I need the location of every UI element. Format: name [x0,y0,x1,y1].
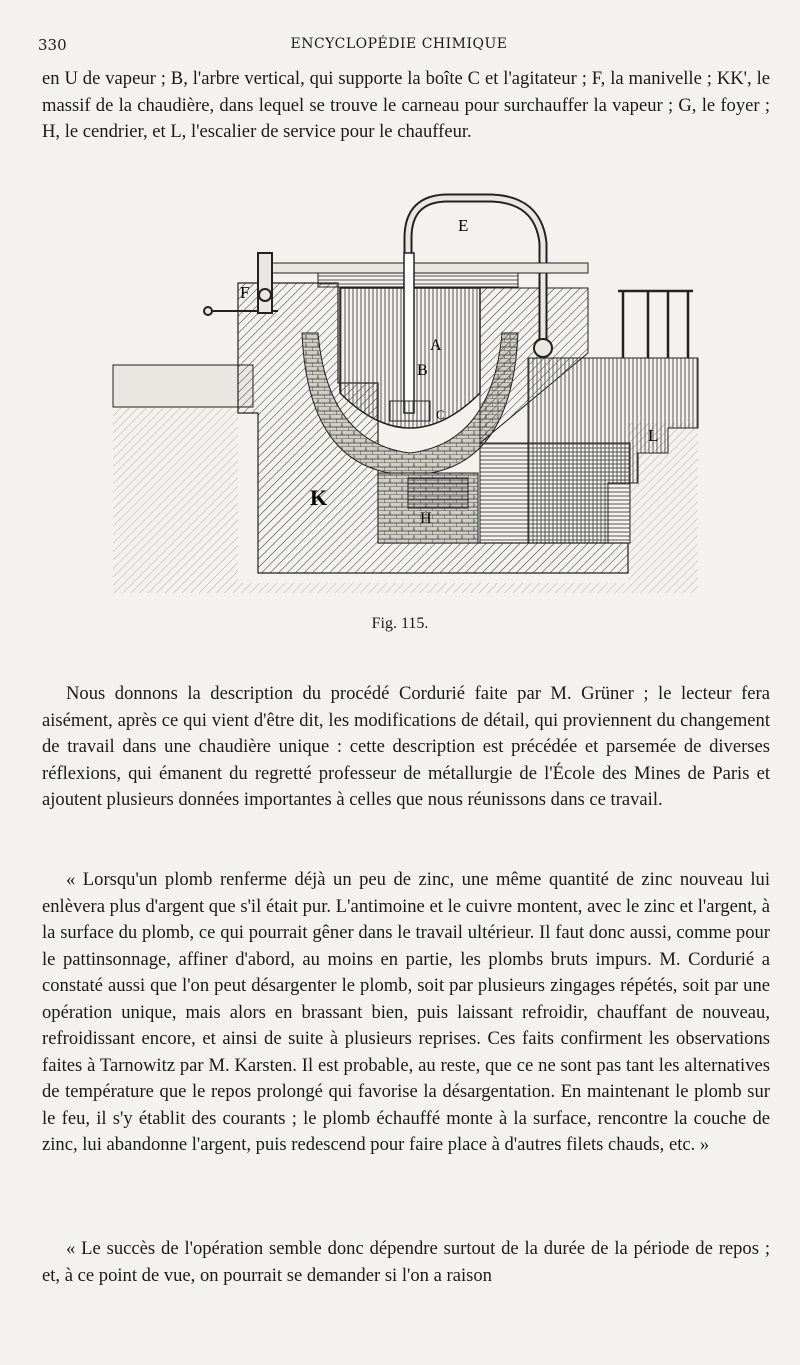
page-number: 330 [38,36,67,54]
page-header [38,36,760,60]
label-k: K [310,485,328,510]
paragraph-text: « Lorsqu'un plomb renferme déjà un peu de zinc, une même quantité de zinc nouveau lui enlèvera plus d'argent que s'il était pur. L'antimoine et le cuivre montent, avec le zinc et l'argent, à la surface du plomb, ce qui pourrait gêner dans le travail ultérieur. Il faut donc aussi, comme pour le pattinsonnage, affiner d'abord, au moins en partie, les plombs bruts impurs. M. Cordurié a constaté aussi que l'on peut désargenter le plomb, soit par plusieurs zingages répétés, soit par une opération unique, mais alors en brassant bien, puis laissant refroidir, chauffant de nouveau, refroidissant encore, et ainsi de suite à plusieurs reprises. Ces faits confirment les observations faites à Tarnowitz par M. Karsten. Il est probable, au reste, que ce ne sont pas tant les alternatives de température que le repos prolongé qui favorise la désargentation. En maintenant le plomb sur le feu, il s'y établit des courants ; le plomb échauffé monte à la surface, rencontre la couche de zinc, lui abandonne l'argent, puis redescend pour faire place à d'autres filets chauds, etc. » [42,869,770,1155]
paragraph-2 [42,867,770,1159]
paragraph-text: Nous donnons la description du procédé Cordurié faite par M. Grüner ; le lecteur fera aisément, après ce qui vient d'être dit, les modifications de détail, qui proviennent du changement de travail dans une chaudière unique : cette description est précédée et parsemée de diverses réflexions, qui émanent du regretté professeur de métallurgie de l'École des Mines de Paris et ajoutent plusieurs données importantes à celles que nous réunissons dans ce travail. [42,683,770,810]
label-f: F [240,283,250,302]
label-e: E [458,216,469,235]
intro-text: en U de vapeur ; B, l'arbre vertical, qui supporte la boîte C et l'agitateur ; F, la manivelle ; KK', le massif de la chaudière, dans lequel se trouve le carneau pour surchauffer la vapeur ; G, le foyer ; H, le cendrier, et L, l'escalier de service pour le chauffeur. [42,68,770,142]
paragraph-3 [42,1236,770,1289]
label-l: L [648,426,659,445]
running-title: ENCYCLOPÉDIE CHIMIQUE [290,36,508,52]
paragraph-text: « Le succès de l'opération semble donc dépendre surtout de la durée de la période de repos ; et, à ce point de vue, on pourrait se demander si l'on a raison [42,1238,770,1286]
label-c: C [436,407,445,422]
paragraph-1 [42,681,770,814]
figure-boiler-diagram [108,183,708,608]
label-a: A [430,337,442,354]
intro-paragraph [42,66,770,146]
boiler-engraving [108,183,708,608]
label-h: H [420,510,432,527]
figure-caption: Fig. 115. [371,615,429,632]
label-b: B [417,362,428,379]
